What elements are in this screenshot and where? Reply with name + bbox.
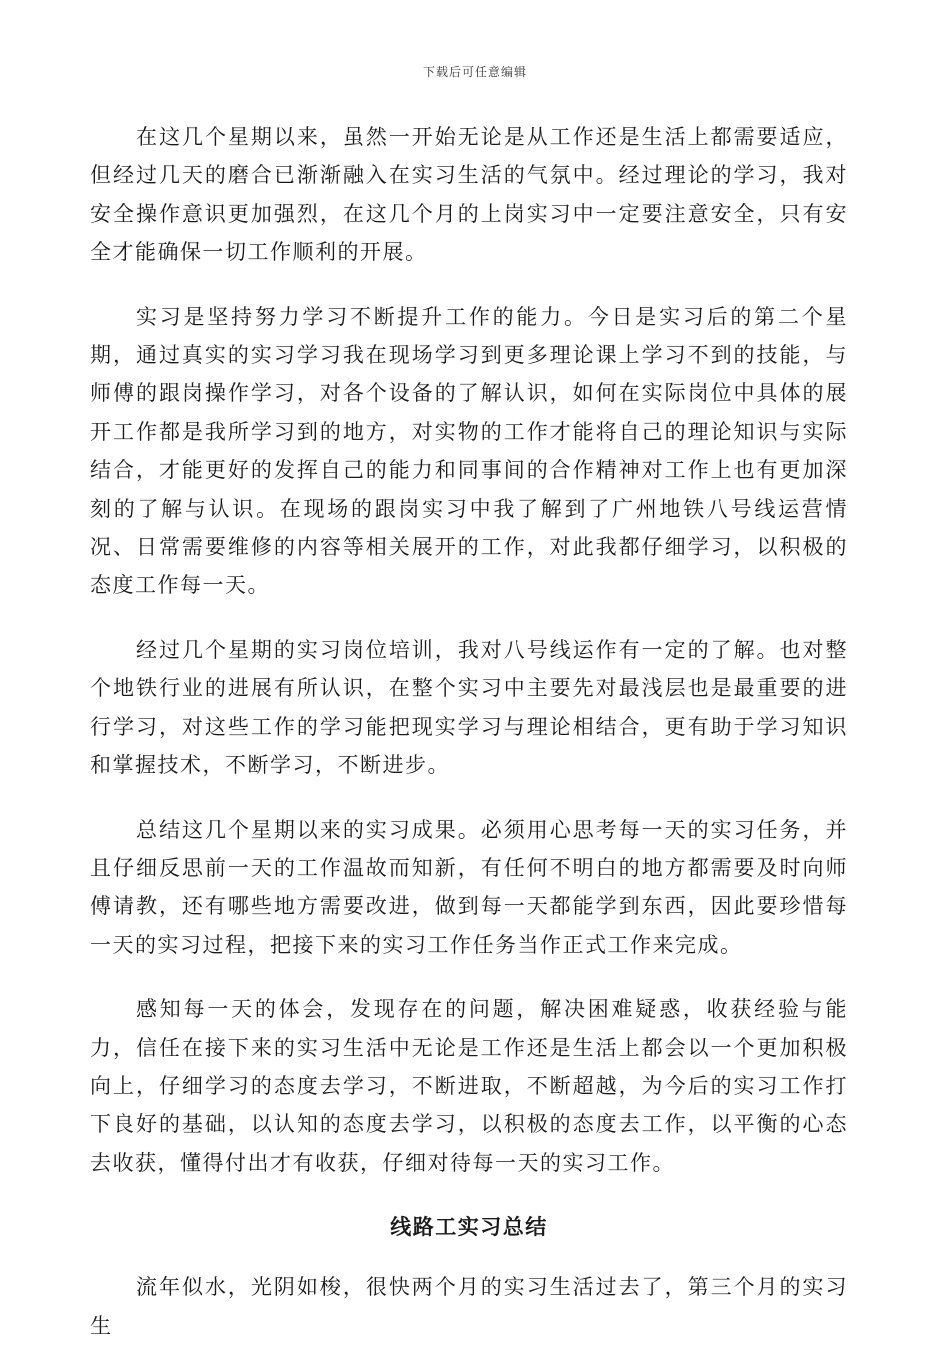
- paragraph-6: 流年似水，光阴如梭，很快两个月的实习生活过去了，第三个月的实习生: [90, 1275, 848, 1338]
- paragraph-3: 经过几个星期的实习岗位培训，我对八号线运作有一定的了解。也对整个地铁行业的进展有所认识，在整个实习中主要先对最浅层也是最重要的进行学习，对这些工作的学习能把现实学习与理论相结合，更有助于学习知识和掌握技术，不断学习，不断进步。: [90, 637, 848, 778]
- document-body: [90, 118, 848, 1371]
- paragraph-5: 感知每一天的体会，发现存在的问题，解决困难疑惑，收获经验与能力，信任在接下来的实习生活中无论是工作还是生活上都会以一个更加积极向上，仔细学习的态度去学习，不断进取，不断超越，为今后的实习工作打下良好的基础，以认知的态度去学习，以积极的态度去工作，以平衡的心态去收获，懂得付出才有收获，仔细对待每一天的实习工作。: [90, 997, 848, 1175]
- section-title: 线路工实习总结: [390, 1214, 548, 1240]
- paragraph-2: 实习是坚持努力学习不断提升工作的能力。今日是实习后的第二个星期，通过真实的实习学习我在现场学习到更多理论课上学习不到的技能，与师傅的跟岗操作学习，对各个设备的了解认识，如何在实际岗位中具体的展开工作都是我所学习到的地方，对实物的工作才能将自己的理论知识与实际结合，才能更好的发挥自己的能力和同事间的合作精神对工作上也有更加深刻的了解与认识。在现场的跟岗实习中我了解到了广州地铁八号线运营情况、日常需要维修的内容等相关展开的工作，对此我都仔细学习，以积极的态度工作每一天。: [90, 304, 848, 598]
- paragraph-4: 总结这几个星期以来的实习成果。必须用心思考每一天的实习任务，并且仔细反思前一天的工作温故而知新，有任何不明白的地方都需要及时向师傅请教，还有哪些地方需要改进，做到每一天都能学到东西，因此要珍惜每一天的实习过程，把接下来的实习工作任务当作正式工作来完成。: [90, 817, 848, 957]
- page-header: 下载后可任意编辑: [422, 65, 527, 79]
- paragraph-1: 在这几个星期以来，虽然一开始无论是从工作还是生活上都需要适应，但经过几天的磨合已渐渐融入在实习生活的气氛中。经过理论的学习，我对安全操作意识更加强烈，在这几个月的上岗实习中一定要注意安全，只有安全才能确保一切工作顺利的开展。: [90, 125, 848, 265]
